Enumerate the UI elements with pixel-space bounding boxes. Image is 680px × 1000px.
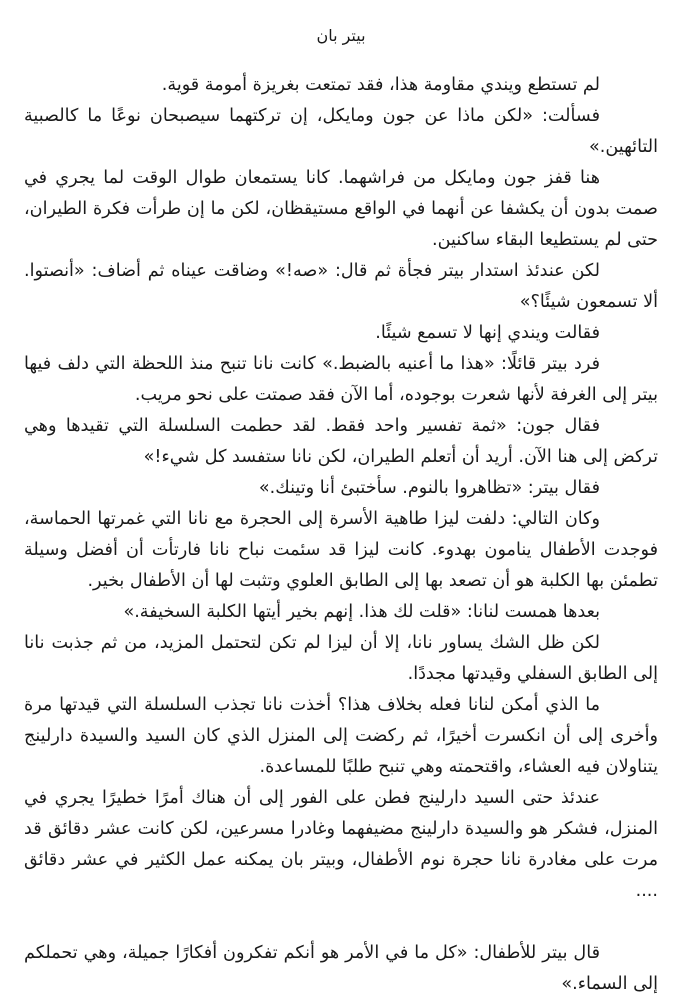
- paragraph: هنا قفز جون ومايكل من فراشهما. كانا يستمعان طوال الوقت لما يجري في صمت بدون أن يكشفا عن أنهما في الواقع مستيقظان، لكن ما إن طرأت فكرة الطيران، حتى لم يستطيعا البقاء ساكنين.: [24, 168, 658, 250]
- paragraph: ما الذي أمكن لنانا فعله بخلاف هذا؟ أخذت نانا تجذب السلسلة التي قيدتها مرة وأخرى إلى أن انكسرت أخيرًا، ثم ركضت إلى المنزل الذي كان السيد والسيدة دارلينج يتناولان فيه العشاء، واقتحمته وهي تنبح طلبًا للمساعدة.: [24, 695, 658, 777]
- paragraph: فرد بيتر قائلًا: «هذا ما أعنيه بالضبط.» كانت نانا تنبح منذ اللحظة التي دلف فيها بيتر إلى الغرفة لأنها شعرت بوجوده، أما الآن فقد صمتت على نحو مريب.: [24, 354, 658, 405]
- paragraph: بعدها همست لنانا: «قلت لك هذا. إنهم بخير أيتها الكلبة السخيفة.»: [123, 602, 600, 622]
- paragraph: قال بيتر للأطفال: «كل ما في الأمر هو أنكم تفكرون أفكارًا جميلة، وهي تحملكم إلى السماء.»: [24, 943, 658, 994]
- paragraph: عندئذ حتى السيد دارلينج فطن على الفور إلى أن هناك أمرًا خطيرًا يجري في المنزل، فشكر هو والسيدة دارلينج مضيفهما وغادرا مسرعين، لكن كانت عشر دقائق قد مرت على مغادرة نانا حجرة نوم الأطفال، وبيتر بان يمكنه عمل الكثير في عشر دقائق ....: [24, 788, 658, 901]
- paragraph: لكن ظل الشك يساور نانا، إلا أن ليزا لم تكن لتحتمل المزيد، من ثم جذبت نانا إلى الطابق السفلي وقيدتها مجددًا.: [24, 633, 658, 684]
- body-text: [24, 70, 658, 1000]
- paragraph: لم تستطع ويندي مقاومة هذا، فقد تمتعت بغريزة أمومة قوية.: [161, 75, 600, 95]
- running-header-title: بيتر بان: [316, 26, 366, 45]
- paragraph: لكن عندئذ استدار بيتر فجأة ثم قال: «صه!» وضاقت عيناه ثم أضاف: «أنصتوا. ألا تسمعون شيئًا؟»: [24, 261, 658, 312]
- paragraph: فقالت ويندي إنها لا تسمع شيئًا.: [375, 323, 600, 343]
- paragraph: فقال بيتر: «تظاهروا بالنوم. سأختبئ أنا وتينك.»: [258, 478, 600, 498]
- paragraph: فقال جون: «ثمة تفسير واحد فقط. لقد حطمت السلسلة التي تقيدها وهي تركض إلى هنا الآن. أريد أن أتعلم الطيران، لكن نانا ستفسد كل شيء!»: [24, 416, 658, 467]
- paragraph: وكان التالي: دلفت ليزا طاهية الأسرة إلى الحجرة مع نانا التي غمرتها الحماسة، فوجدت الأطفال ينامون بهدوء. كانت ليزا قد سئمت نباح نانا فارتأت أن أفضل وسيلة تطمئن بها الكلبة هو أن تصعد بها إلى الطابق العلوي وتثبت لها أن الأطفال بخير.: [24, 509, 658, 591]
- paragraph: فسألت: «لكن ماذا عن جون ومايكل، إن تركتهما سيصبحان نوعًا ما كالصبية التائهين.»: [24, 106, 658, 157]
